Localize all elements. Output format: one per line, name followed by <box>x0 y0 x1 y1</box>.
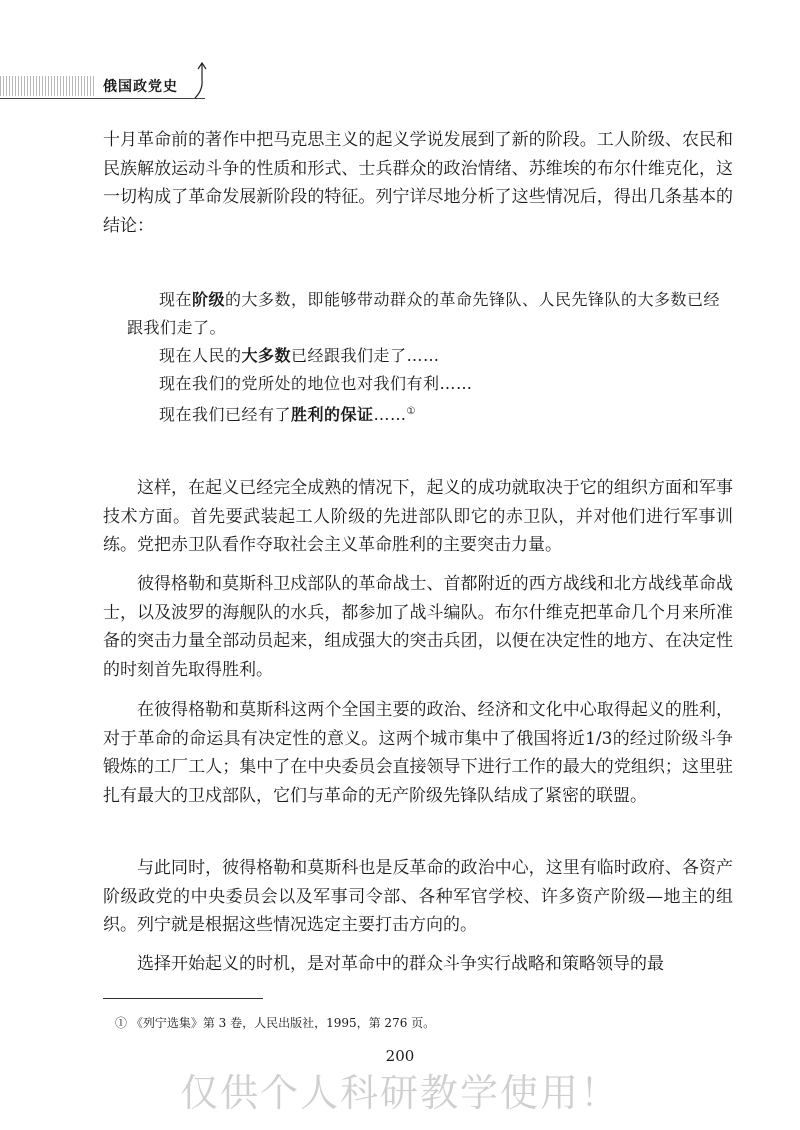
quote-line-2 <box>127 342 727 370</box>
quote-line-1 <box>127 286 727 342</box>
quote-emphasis: 大多数 <box>241 346 292 365</box>
footnote-rule <box>103 998 263 999</box>
quote-text: 已经跟我们走了…… <box>291 346 440 365</box>
quote-emphasis: 阶级 <box>192 290 226 309</box>
lenin-quote-block <box>127 286 727 429</box>
quote-line-3: 现在我们的党所处的地位也对我们有利…… <box>159 374 473 393</box>
paragraph-2: 彼得格勒和莫斯科卫戍部队的革命战士、首都附近的西方战线和北方战线革命战士，以及波罗的海舰队的水兵，都参加了战斗编队。布尔什维克把革命几个月来所准备的突击力量全部动员起来，组成强大的突击兵团，以便在决定性的地方、在决定性的时刻首先取得胜利。 <box>103 574 733 680</box>
header-hatch-decoration <box>0 76 95 96</box>
footnote: ① 《列宁选集》第 3 卷，人民出版社，1995，第 276 页。 <box>115 1016 436 1030</box>
quote-text: 现在我们已经有了 <box>159 405 292 424</box>
paragraph-3: 在彼得格勒和莫斯科这两个全国主要的政治、经济和文化中心取得起义的胜利，对于革命的命运具有决定性的意义。这两个城市集中了俄国将近1/3的经过阶级斗争锻炼的工厂工人；集中了在中央委员会直接领导下进行工作的最大的党组织；这里驻扎有最大的卫戍部队，它们与革命的无产阶级先锋队结成了紧密的联盟。 <box>103 700 733 806</box>
quote-text: 的大多数，即能够带动群众的革命先锋队、人民先锋队的大多数已经跟我们走了。 <box>127 290 721 337</box>
watermark: 仅供个人科研教学使用！ <box>179 1071 620 1115</box>
quote-text: 现在 <box>159 290 193 309</box>
paragraph-1: 这样，在起义已经完全成熟的情况下，起义的成功就取决于它的组织方面和军事技术方面。首先要武装起工人阶级的先进部队即它的赤卫队，并对他们进行军事训练。党把赤卫队看作夺取社会主义革命胜利的主要突击力量。 <box>103 478 733 556</box>
footnote-marker: ① <box>406 406 416 417</box>
quote-emphasis: 胜利的保证 <box>291 405 374 424</box>
running-header-title: 俄国政党史 <box>103 79 178 95</box>
quote-text: …… <box>373 405 407 424</box>
paragraph-5: 选择开始起义的时机，是对革命中的群众斗争实行战略和策略领导的最 <box>137 954 664 974</box>
paragraph-4: 与此同时，彼得格勒和莫斯科也是反革命的政治中心，这里有临时政府、各资产阶级政党的中央委员会以及军事司令部、各种军官学校、许多资产阶级—地主的组织。列宁就是根据这些情况选定主要打击方向的。 <box>103 858 733 936</box>
intro-paragraph: 十月革命前的著作中把马克思主义的起义学说发展到了新的阶段。工人阶级、农民和民族解放运动斗争的性质和形式、士兵群众的政治情绪、苏维埃的布尔什维克化，这一切构成了革命发展新阶段的特征。列宁详尽地分析了这些情况后，得出几条基本的结论： <box>103 130 733 236</box>
quote-text: 现在人民的 <box>159 346 242 365</box>
header-arrow-icon <box>191 60 211 100</box>
quote-line-4 <box>127 398 727 429</box>
header-rule <box>0 98 205 99</box>
page-number: 200 <box>385 1047 415 1065</box>
